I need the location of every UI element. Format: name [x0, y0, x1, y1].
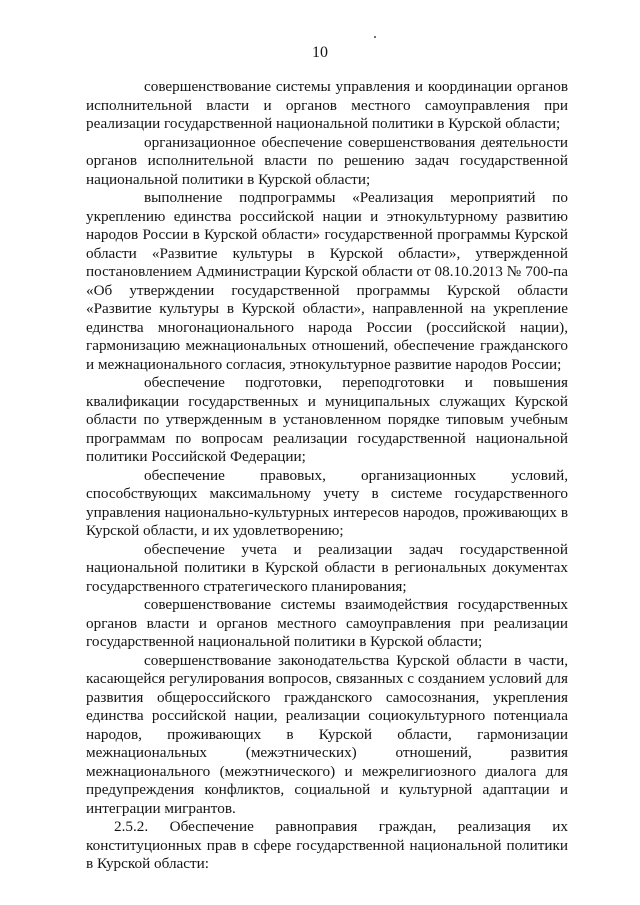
body-text — [86, 78, 568, 874]
paragraph-7: совершенствование системы взаимодействия государственных органов власти и органов местного самоуправления при реализации государственной национальной политики в Курской области; — [86, 596, 568, 650]
page-number: 10 — [312, 44, 328, 61]
scan-speck — [374, 36, 376, 38]
paragraph-6: обеспечение учета и реализации задач государственной национальной политики в Курской области в региональных документах государственного стратегического планирования; — [86, 540, 568, 595]
section-heading-2-5-2: 2.5.2. Обеспечение равноправия граждан, реализация их конституционных прав в сфере государственной национальной политики в Курской области: — [86, 818, 568, 872]
paragraph-8: совершенствование законодательства Курской области в части, касающейся регулирования вопросов, связанных с созданием условий для развития общероссийского гражданского самосознания, укрепления единства российской нации, реализации социокультурного потенциала народов, проживающих в Курской области, гармонизации межнациональных (межэтнических) отношений, развития межнационального (межэтнического) и межрелигиозного диалога для предупреждения конфликтов, социальной и культурной адаптации и интеграции мигрантов. — [86, 651, 568, 817]
paragraph-5: обеспечение правовых, организационных условий, способствующих максимальному учету в системе государственного управления национально-культурных интересов народов, проживающих в Курской области, и их удовлетворению; — [86, 466, 568, 539]
paragraph-4: обеспечение подготовки, переподготовки и повышения квалификации государственных и муниципальных служащих Курской области по утвержденным в установленном порядке типовым учебным программам по вопросам реализации государственной национальной политики Российской Федерации; — [86, 374, 568, 465]
paragraph-3: выполнение подпрограммы «Реализация мероприятий по укреплению единства российской нации и этнокультурному развитию народов России в Курской области» государственной программы Курской области «Развитие культуры в Курской области», утвержденной постановлением Администрации Курской области от 08.10.2013 № 700-па «Об утверждении государственной программы Курской области «Развитие культуры в Курской области», направленной на укрепление единства многонационального народа России (российской нации), гармонизацию межнациональных отношений, обеспечение гражданского и межнационального согласия, этнокультурное развитие народов России; — [86, 189, 568, 373]
paragraph-2: организационное обеспечение совершенствования деятельности органов исполнительной власти по решению задач государственной национальной политики в Курской области; — [86, 133, 568, 188]
paragraph-1: совершенствование системы управления и координации органов исполнительной власти и органов местного самоуправления при реализации государственной национальной политики в Курской области; — [86, 78, 568, 132]
